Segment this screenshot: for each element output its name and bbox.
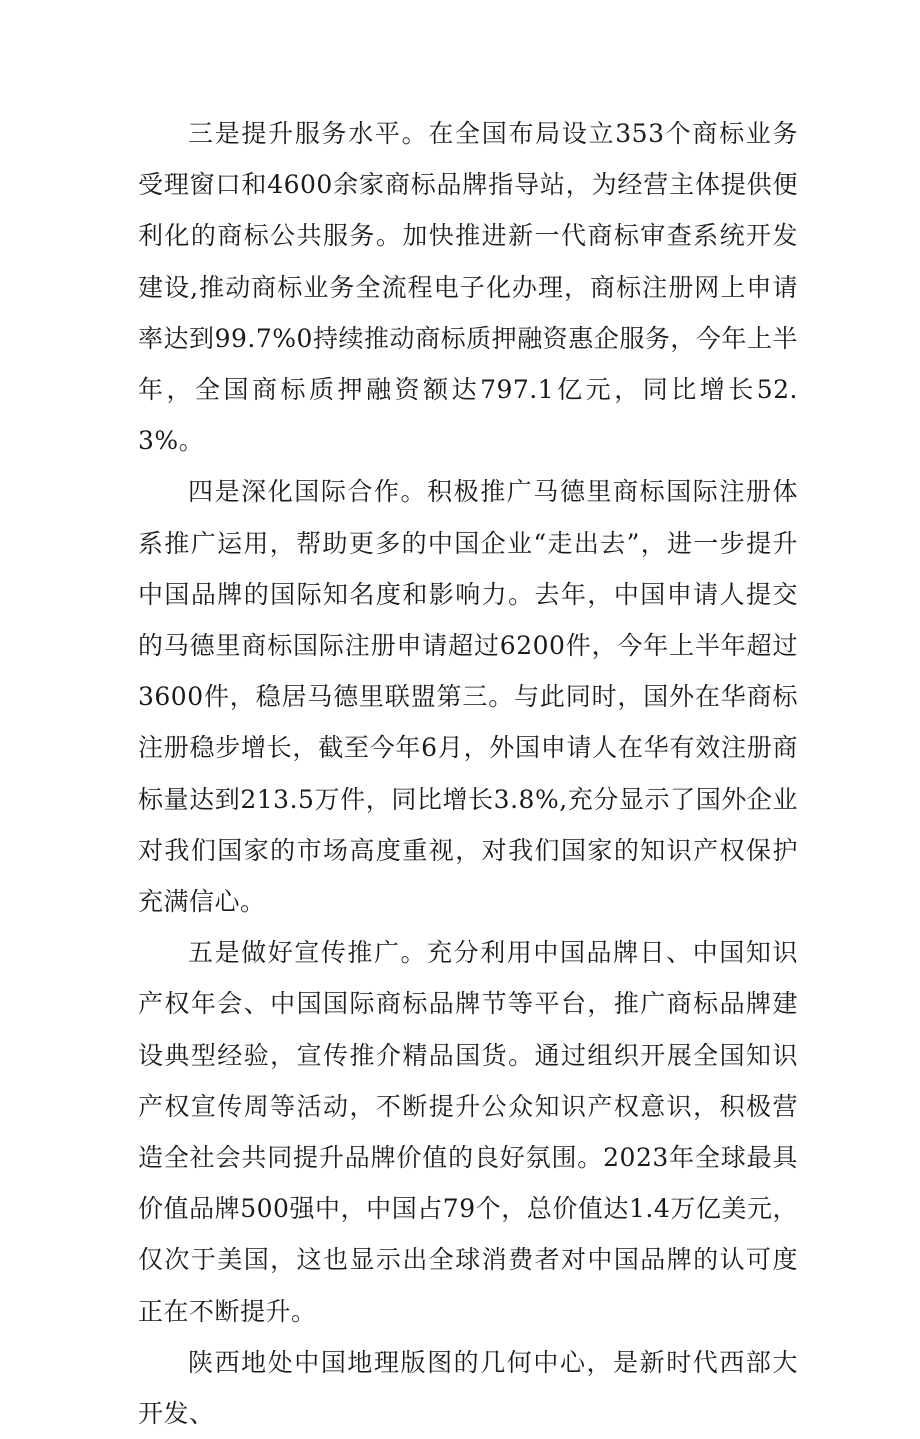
- paragraph-publicity-promotion: 五是做好宣传推广。充分利用中国品牌日、中国知识产权年会、中国国际商标品牌节等平台，推广商标品牌建设典型经验，宣传推介精品国货。通过组织开展全国知识产权宣传周等活动，不断提升公众知识产权意识，积极营造全社会共同提升品牌价值的良好氛围。2023年全球最具价值品牌500强中，中国占79个，总价值达1.4万亿美元，仅次于美国，这也显示出全球消费者对中国品牌的认可度正在不断提升。: [138, 938, 798, 1326]
- paragraph-service-level: 三是提升服务水平。在全国布局设立353个商标业务受理窗口和4600余家商标品牌指导站，为经营主体提供便利化的商标公共服务。加快推进新一代商标审查系统开发建设,推动商标业务全流程电子化办理，商标注册网上申请率达到99.7%0持续推动商标质押融资惠企服务，今年上半年，全国商标质押融资额达797.1亿元，同比增长52.3%。: [138, 119, 798, 456]
- document-body: [138, 108, 798, 1439]
- paragraph-shaanxi: 陕西地处中国地理版图的几何中心，是新时代西部大开发、: [138, 1347, 798, 1429]
- paragraph-international-cooperation: 四是深化国际合作。积极推广马德里商标国际注册体系推广运用，帮助更多的中国企业“走出去”，进一步提升中国品牌的国际知名度和影响力。去年，中国申请人提交的马德里商标国际注册申请超过6200件，今年上半年超过3600件，稳居马德里联盟第三。与此同时，国外在华商标注册稳步增长，截至今年6月，外国申请人在华有效注册商标量达到213.5万件，同比增长3.8%,充分显示了国外企业对我们国家的市场高度重视，对我们国家的知识产权保护充满信心。: [138, 477, 798, 917]
